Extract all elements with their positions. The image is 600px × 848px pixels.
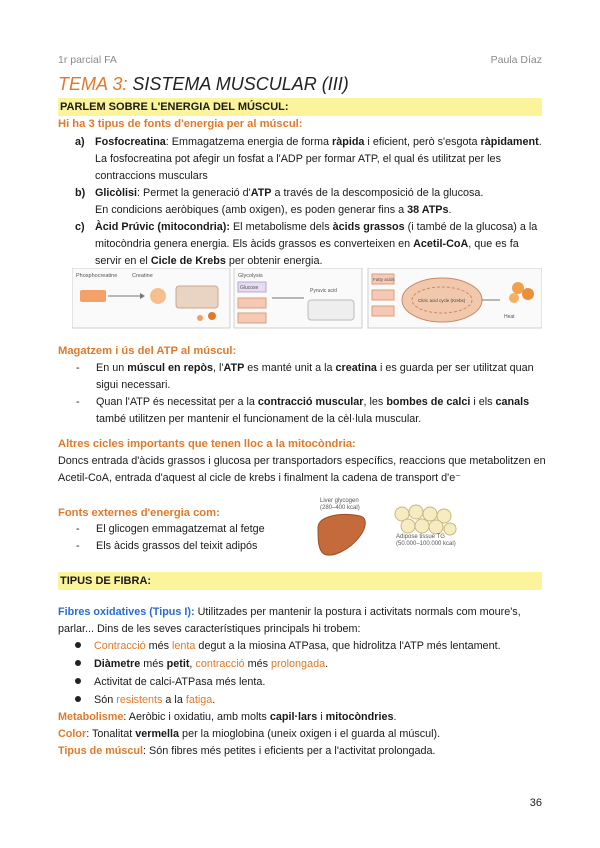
energy-pathways-figure bbox=[72, 268, 542, 330]
pyruvate-box bbox=[238, 298, 266, 308]
list-item-glycolysis: b) Glicòlisi: Permet la generació d'ATP a través de la descomposició de la glucosa. En condicions aeròbiques (amb oxigen), es poden generar fins a 38 ATPs. bbox=[75, 187, 484, 216]
bullet-contraction: Contracció més lenta degut a la miosina ATPasa, que hidrolitza l'ATP més lentament. bbox=[75, 638, 501, 655]
liver-icon bbox=[318, 515, 365, 556]
page-number: 36 bbox=[529, 797, 542, 809]
atp-dot-2 bbox=[197, 315, 203, 321]
fig-label-glycolysis: Glycolysis bbox=[238, 273, 263, 279]
header-course: 1r parcial FA bbox=[58, 54, 117, 66]
list-item-phosphocreatine: a) Fosfocreatina: Emmagatzema energia de forma ràpida i eficient, però s'esgota ràpidament. La fosfocreatina pot afegir un fosfat a l'ADP per formar ATP, el qual és utilitzat per les contraccions musculars bbox=[75, 136, 542, 182]
section-band-fiber-types: TIPUS DE FIBRA: bbox=[58, 572, 542, 590]
pyruvic-box bbox=[308, 300, 354, 320]
bullet-fatigue-resistance: Són resistents a la fatiga. bbox=[75, 692, 215, 709]
line-color: Color: Tonalitat vermella per la mioglobina (uneix oxigen i el guarda al múscul). bbox=[58, 728, 441, 740]
molecule-circle bbox=[150, 288, 166, 304]
fig-label-fatty-acids: Fatty acids bbox=[373, 277, 395, 282]
paragraph-mitochondria: Doncs entrada d'àcids grassos i glucosa per transportadors específics, reaccions que metabolitzen en Acetil-CoA, entrada d'aquest al cicle de krebs i finalment la cadena de transport d'e⁻ bbox=[58, 455, 546, 484]
lactate-box bbox=[238, 313, 266, 323]
bullet-calcium-atpase: Activitat de calci-ATPasa més lenta. bbox=[75, 674, 265, 691]
list-item-pyruvic-acid: c) Àcid Prúvic (mitocondria): El metabolisme dels àcids grassos (i també de la glucosa) a la mitocòndria genera energia. Els àcids grassos es converteixen en Acetil-CoA, que es fa servir en el Cicle de Krebs per obtenir energia. bbox=[75, 221, 538, 267]
liver-caption: Liver glycogen (280–400 kcal) bbox=[320, 498, 360, 511]
atp-cluster-c bbox=[509, 293, 519, 303]
section-band-energy: PARLEM SOBRE L'ENERGIA DEL MÚSCUL: bbox=[58, 98, 542, 116]
dash-item-adipose: - Els àcids grassos del teixit adipós bbox=[76, 540, 258, 552]
fig-label-phosphocreatine: Phosphocreatine bbox=[76, 273, 118, 279]
glycolysis-panel bbox=[234, 268, 362, 328]
bullet-dot bbox=[75, 642, 81, 648]
bullet-diameter: Diàmetre més petit, contracció més prolongada. bbox=[75, 656, 328, 673]
fig-label-creatine: Creatine bbox=[132, 273, 153, 279]
atp-cluster-b bbox=[522, 288, 534, 300]
substrate-box-3 bbox=[372, 306, 394, 316]
atp-cluster-a bbox=[512, 282, 524, 294]
substrate-box-2 bbox=[372, 290, 394, 300]
fig-label-heat: Heat bbox=[504, 314, 515, 320]
dash-item-resting-muscle: - En un múscul en repòs, l'ATP es manté unit a la creatina i es guarda per ser utilitzat quan sigui necessari. bbox=[76, 362, 534, 391]
subheading-external-sources: Fonts externes d'energia com: bbox=[58, 507, 220, 519]
subheading-atp-storage: Magatzem i ús del ATP al múscul: bbox=[58, 345, 237, 357]
bullet-dot bbox=[75, 696, 81, 702]
line-metabolism: Metabolisme: Aeròbic i oxidatiu, amb molts capil·lars i mitocòndries. bbox=[58, 711, 397, 723]
phosphocreatine-block bbox=[80, 290, 106, 302]
line-muscle-type: Tipus de múscul: Són fibres més petites i eficients per a l'activitat prolongada. bbox=[58, 745, 436, 757]
fig-label-glucose: Glucose bbox=[240, 285, 259, 291]
atp-dot bbox=[208, 312, 216, 320]
dash-item-liver-glycogen: - El glicogen emmagatzemat al fetge bbox=[76, 523, 265, 535]
title-topic-name: SISTEMA MUSCULAR (III) bbox=[127, 74, 349, 94]
adipose-caption: Adipose tissue TG (50.000–100.000 kcal) bbox=[396, 534, 456, 547]
adipose-tissue-icon bbox=[395, 505, 456, 535]
phosphocreatine-panel bbox=[72, 268, 230, 328]
bullet-dot bbox=[75, 678, 81, 684]
page-title bbox=[58, 74, 349, 95]
subheading-mitochondria-cycles: Altres cicles importants que tenen lloc a la mitocòndria: bbox=[58, 438, 356, 450]
paragraph-oxidative-fibers: Fibres oxidatives (Tipus I): Utilitzades per mantenir la postura i activitats normals com moure's, parlar... Dins de les seves característiques principals hi trobem: bbox=[58, 606, 521, 635]
fig-label-krebs: Citric acid cycle (Krebs) bbox=[418, 298, 466, 303]
header-author: Paula Díaz bbox=[490, 54, 542, 66]
bullet-dot bbox=[75, 660, 81, 666]
mitochondria-panel bbox=[368, 268, 542, 328]
subheading-energy-sources: Hi ha 3 tipus de fonts d'energia per al múscul: bbox=[58, 118, 303, 130]
muscle-fiber-block bbox=[176, 286, 218, 308]
fig-label-pyruvic: Pyruvic acid bbox=[310, 288, 337, 294]
dash-item-contraction: - Quan l'ATP és necessitat per a la contracció muscular, les bombes de calci i els canals també utilitzen per mantenir el funcionament de la cèl·lula muscular. bbox=[76, 396, 530, 425]
title-topic-number: TEMA 3: bbox=[58, 74, 128, 94]
